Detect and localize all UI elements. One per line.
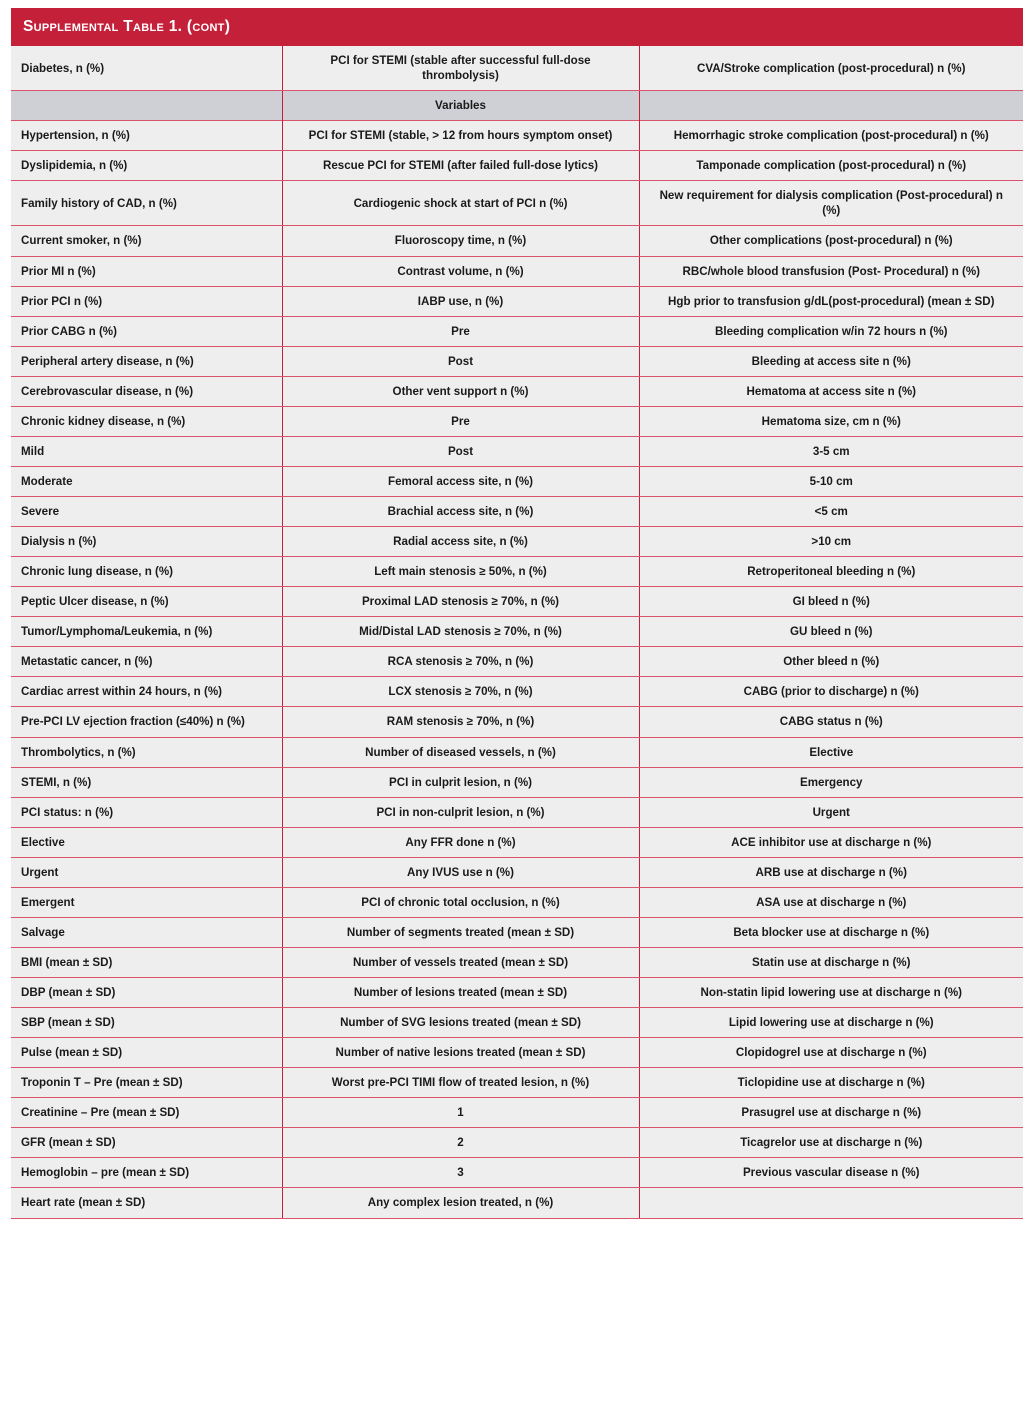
- table-row: [11, 46, 1023, 91]
- table-cell-col1: Dyslipidemia, n (%): [11, 151, 282, 181]
- table-cell-col1: Diabetes, n (%): [11, 46, 282, 91]
- table-cell-col1: Elective: [11, 827, 282, 857]
- table-row: [11, 647, 1023, 677]
- table-row: [11, 286, 1023, 316]
- supplemental-table-1: [11, 46, 1023, 1219]
- variables-band-label: Variables: [282, 91, 639, 121]
- table-row: [11, 436, 1023, 466]
- table-row: [11, 947, 1023, 977]
- table-cell-col3: ACE inhibitor use at discharge n (%): [639, 827, 1023, 857]
- table-cell-col1: Creatinine – Pre (mean ± SD): [11, 1098, 282, 1128]
- table-row: [11, 767, 1023, 797]
- table-cell-col2: Radial access site, n (%): [282, 527, 639, 557]
- table-cell-col1: Peripheral artery disease, n (%): [11, 346, 282, 376]
- table-cell-col3: Ticagrelor use at discharge n (%): [639, 1128, 1023, 1158]
- variables-band-row: [11, 91, 1023, 121]
- table-cell-col1: Family history of CAD, n (%): [11, 181, 282, 226]
- table-row: [11, 1188, 1023, 1218]
- table-cell-col2: Number of SVG lesions treated (mean ± SD): [282, 1008, 639, 1038]
- table-row: [11, 887, 1023, 917]
- table-cell-col3: Hematoma at access site n (%): [639, 376, 1023, 406]
- table-cell-col2: PCI in culprit lesion, n (%): [282, 767, 639, 797]
- table-cell-col1: Dialysis n (%): [11, 527, 282, 557]
- table-cell-col1: Current smoker, n (%): [11, 226, 282, 256]
- table-cell-col2: Pre: [282, 316, 639, 346]
- table-cell-col1: Prior MI n (%): [11, 256, 282, 286]
- table-cell-col1: Cerebrovascular disease, n (%): [11, 376, 282, 406]
- table-row: [11, 466, 1023, 496]
- table-cell-col2: Femoral access site, n (%): [282, 466, 639, 496]
- table-cell-col2: Rescue PCI for STEMI (after failed full-dose lytics): [282, 151, 639, 181]
- table-cell-col1: Prior CABG n (%): [11, 316, 282, 346]
- table-cell-col2: Proximal LAD stenosis ≥ 70%, n (%): [282, 587, 639, 617]
- table-cell-col2: Left main stenosis ≥ 50%, n (%): [282, 557, 639, 587]
- table-cell-col2: 1: [282, 1098, 639, 1128]
- table-row: [11, 1098, 1023, 1128]
- table-cell-col2: RAM stenosis ≥ 70%, n (%): [282, 707, 639, 737]
- table-cell-col2: Worst pre-PCI TIMI flow of treated lesion, n (%): [282, 1068, 639, 1098]
- table-cell-col1: Tumor/Lymphoma/Leukemia, n (%): [11, 617, 282, 647]
- table-row: [11, 677, 1023, 707]
- table-cell-col2: Number of lesions treated (mean ± SD): [282, 978, 639, 1008]
- table-cell-col2: IABP use, n (%): [282, 286, 639, 316]
- table-cell-col1: Salvage: [11, 917, 282, 947]
- table-cell-col2: Number of segments treated (mean ± SD): [282, 917, 639, 947]
- table-cell-col3: New requirement for dialysis complication (Post-procedural) n (%): [639, 181, 1023, 226]
- table-row: [11, 1068, 1023, 1098]
- table-row: [11, 917, 1023, 947]
- table-cell-col2: Cardiogenic shock at start of PCI n (%): [282, 181, 639, 226]
- table-cell-col3: Emergency: [639, 767, 1023, 797]
- table-cell-col3: Hgb prior to transfusion g/dL(post-procedural) (mean ± SD): [639, 286, 1023, 316]
- table-cell-col3: Clopidogrel use at discharge n (%): [639, 1038, 1023, 1068]
- table-cell-col3: Prasugrel use at discharge n (%): [639, 1098, 1023, 1128]
- table-cell-col3: Other bleed n (%): [639, 647, 1023, 677]
- table-cell-col3: Tamponade complication (post-procedural) n (%): [639, 151, 1023, 181]
- table-row: [11, 406, 1023, 436]
- table-row: [11, 978, 1023, 1008]
- table-row: [11, 707, 1023, 737]
- table-cell-col1: BMI (mean ± SD): [11, 947, 282, 977]
- table-cell-col3: Ticlopidine use at discharge n (%): [639, 1068, 1023, 1098]
- table-cell-col3: Retroperitoneal bleeding n (%): [639, 557, 1023, 587]
- table-cell-col2: PCI in non-culprit lesion, n (%): [282, 797, 639, 827]
- table-row: [11, 1128, 1023, 1158]
- table-cell-col1: Moderate: [11, 466, 282, 496]
- table-cell-col2: LCX stenosis ≥ 70%, n (%): [282, 677, 639, 707]
- table-cell-col2: PCI for STEMI (stable after successful full-dose thrombolysis): [282, 46, 639, 91]
- table-cell-col3: 5-10 cm: [639, 466, 1023, 496]
- table-cell-col1: STEMI, n (%): [11, 767, 282, 797]
- table-row: [11, 226, 1023, 256]
- table-cell-col1: Hypertension, n (%): [11, 121, 282, 151]
- table-cell-col2: Number of diseased vessels, n (%): [282, 737, 639, 767]
- table-cell-col3: >10 cm: [639, 527, 1023, 557]
- page-title: Supplemental Table 1. (cont): [23, 18, 231, 36]
- table-cell-col3: ARB use at discharge n (%): [639, 857, 1023, 887]
- table-body: [11, 46, 1023, 1218]
- table-cell-col1: DBP (mean ± SD): [11, 978, 282, 1008]
- table-cell-col1: Pulse (mean ± SD): [11, 1038, 282, 1068]
- table-cell-col2: Number of vessels treated (mean ± SD): [282, 947, 639, 977]
- table-cell-col1: Severe: [11, 497, 282, 527]
- table-row: [11, 587, 1023, 617]
- table-row: [11, 497, 1023, 527]
- table-cell-col1: Metastatic cancer, n (%): [11, 647, 282, 677]
- table-cell-col1: Pre-PCI LV ejection fraction (≤40%) n (%): [11, 707, 282, 737]
- table-cell-col3: RBC/whole blood transfusion (Post- Procedural) n (%): [639, 256, 1023, 286]
- table-cell-col2: 3: [282, 1158, 639, 1188]
- table-cell-col1: Hemoglobin – pre (mean ± SD): [11, 1158, 282, 1188]
- table-row: [11, 376, 1023, 406]
- table-cell-col3: CVA/Stroke complication (post-procedural) n (%): [639, 46, 1023, 91]
- table-cell-col1: Prior PCI n (%): [11, 286, 282, 316]
- table-cell-col1: Urgent: [11, 857, 282, 887]
- table-cell-col2: PCI of chronic total occlusion, n (%): [282, 887, 639, 917]
- table-cell-col2: Post: [282, 436, 639, 466]
- table-cell-col2: Contrast volume, n (%): [282, 256, 639, 286]
- table-cell-col1: Thrombolytics, n (%): [11, 737, 282, 767]
- table-cell-col2: Any complex lesion treated, n (%): [282, 1188, 639, 1218]
- table-cell-col3: GU bleed n (%): [639, 617, 1023, 647]
- table-cell-col3: ASA use at discharge n (%): [639, 887, 1023, 917]
- table-cell-col3: <5 cm: [639, 497, 1023, 527]
- table-row: [11, 1038, 1023, 1068]
- table-cell-col2: Number of native lesions treated (mean ± SD): [282, 1038, 639, 1068]
- table-cell-col3: Bleeding at access site n (%): [639, 346, 1023, 376]
- table-cell-col3: Urgent: [639, 797, 1023, 827]
- table-cell-col2: Fluoroscopy time, n (%): [282, 226, 639, 256]
- table-cell-col1: PCI status: n (%): [11, 797, 282, 827]
- table-row: [11, 557, 1023, 587]
- table-cell-col1: Chronic lung disease, n (%): [11, 557, 282, 587]
- table-cell-col3: Hematoma size, cm n (%): [639, 406, 1023, 436]
- table-row: [11, 827, 1023, 857]
- table-cell-col1: Cardiac arrest within 24 hours, n (%): [11, 677, 282, 707]
- table-row: [11, 151, 1023, 181]
- table-cell-col1: Chronic kidney disease, n (%): [11, 406, 282, 436]
- table-row: [11, 737, 1023, 767]
- table-cell-col3: Beta blocker use at discharge n (%): [639, 917, 1023, 947]
- table-cell-col1: Mild: [11, 436, 282, 466]
- table-row: [11, 797, 1023, 827]
- table-row: [11, 857, 1023, 887]
- table-row: [11, 181, 1023, 226]
- table-row: [11, 1158, 1023, 1188]
- table-cell-col2: 2: [282, 1128, 639, 1158]
- table-cell-col3: Hemorrhagic stroke complication (post-procedural) n (%): [639, 121, 1023, 151]
- table-cell-col1: SBP (mean ± SD): [11, 1008, 282, 1038]
- table-row: [11, 617, 1023, 647]
- table-cell-col3: Lipid lowering use at discharge n (%): [639, 1008, 1023, 1038]
- table-cell-col2: Any FFR done n (%): [282, 827, 639, 857]
- table-cell-col3: Previous vascular disease n (%): [639, 1158, 1023, 1188]
- table-cell-col1: Emergent: [11, 887, 282, 917]
- table-cell-col1: Troponin T – Pre (mean ± SD): [11, 1068, 282, 1098]
- table-cell-col3: 3-5 cm: [639, 436, 1023, 466]
- table-cell-col3: [639, 1188, 1023, 1218]
- table-row: [11, 256, 1023, 286]
- table-cell-col2: Brachial access site, n (%): [282, 497, 639, 527]
- table-cell-col2: Any IVUS use n (%): [282, 857, 639, 887]
- table-row: [11, 316, 1023, 346]
- table-row: [11, 1008, 1023, 1038]
- table-cell-col2: PCI for STEMI (stable, > 12 from hours symptom onset): [282, 121, 639, 151]
- table-row: [11, 527, 1023, 557]
- variables-band-spacer: [11, 91, 282, 121]
- table-cell-col2: Mid/Distal LAD stenosis ≥ 70%, n (%): [282, 617, 639, 647]
- table-cell-col2: Post: [282, 346, 639, 376]
- table-title-bar: [11, 8, 1023, 46]
- table-row: [11, 346, 1023, 376]
- table-cell-col2: Pre: [282, 406, 639, 436]
- variables-band-spacer: [639, 91, 1023, 121]
- table-cell-col3: CABG status n (%): [639, 707, 1023, 737]
- table-cell-col1: Peptic Ulcer disease, n (%): [11, 587, 282, 617]
- table-cell-col3: CABG (prior to discharge) n (%): [639, 677, 1023, 707]
- table-cell-col3: Bleeding complication w/in 72 hours n (%): [639, 316, 1023, 346]
- table-cell-col2: RCA stenosis ≥ 70%, n (%): [282, 647, 639, 677]
- table-cell-col3: Elective: [639, 737, 1023, 767]
- table-cell-col3: Other complications (post-procedural) n (%): [639, 226, 1023, 256]
- table-cell-col1: Heart rate (mean ± SD): [11, 1188, 282, 1218]
- table-cell-col1: GFR (mean ± SD): [11, 1128, 282, 1158]
- table-cell-col3: Statin use at discharge n (%): [639, 947, 1023, 977]
- table-cell-col3: GI bleed n (%): [639, 587, 1023, 617]
- table-cell-col2: Other vent support n (%): [282, 376, 639, 406]
- table-row: [11, 121, 1023, 151]
- table-cell-col3: Non-statin lipid lowering use at discharge n (%): [639, 978, 1023, 1008]
